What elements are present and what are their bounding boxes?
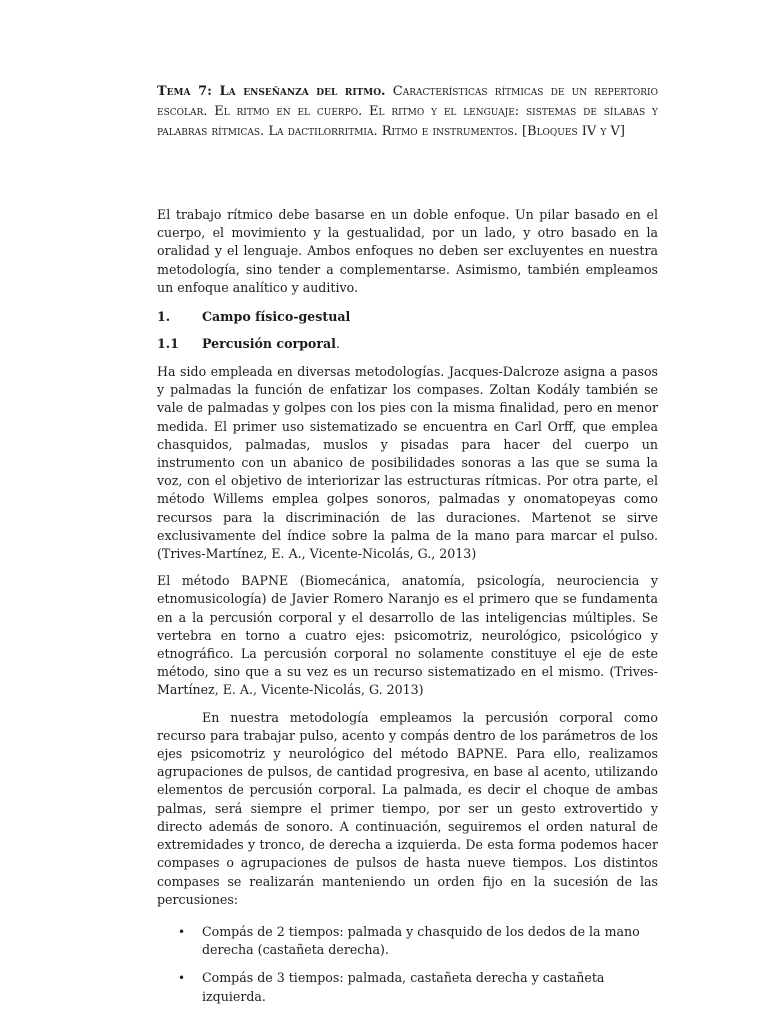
section-title: Campo físico-gestual	[202, 309, 351, 325]
subsection-heading-1-1	[157, 335, 658, 353]
subsection-number: 1.1	[157, 336, 179, 352]
bullet-icon: •	[178, 971, 186, 986]
title-head: Tema 7: La enseñanza del ritmo.	[157, 84, 386, 99]
bullet-icon: •	[178, 924, 186, 939]
bullet-list	[157, 923, 658, 1006]
body-paragraph-3: En nuestra metodología empleamos la percusión corporal como recurso para trabajar pulso, acento y compás dentro de los parámetros de los ejes psicomotriz y neurológico del método BAPNE. Para ello, realizamos agrupaciones de pulsos, de cantidad progresiva, en base al acento, utilizando elementos de percusión corporal. La palmada, es decir el choque de ambas palmas, será siempre el primer tiempo, por ser un gesto extrovertido y directo además de sonoro. A continuación, seguiremos el orden natural de extremidades y tronco, de derecha a izquierda. De esta forma podemos hacer compases o agrupaciones de pulsos de hasta nueve tiempos. Los distintos compases se realizarán manteniendo un orden fijo en la sucesión de las percusiones:	[157, 709, 658, 907]
list-item-text: Compás de 2 tiempos: palmada y chasquido de los dedos de la mano derecha (castañeta derecha).	[202, 923, 640, 958]
title-rest: Características rítmicas de un repertorio escolar. El ritmo en el cuerpo. El ritmo y el lenguaje: sistemas de sílabas y palabras rítmicas. La dactilorritmia. Ritmo e instrumentos. [Bloques IV y V]	[157, 84, 658, 139]
document-page	[157, 82, 658, 1016]
list-item-text: Compás de 3 tiempos: palmada, castañeta derecha y castañeta izquierda.	[202, 970, 605, 1004]
document-title	[157, 82, 658, 142]
section-heading-1	[157, 308, 658, 326]
body-paragraph-1: Ha sido empleada en diversas metodologías. Jacques-Dalcroze asigna a pasos y palmadas la función de enfatizar los compases. Zoltan Kodály también se vale de palmadas y golpes con los pies con la misma finalidad, pero en menor medida. El primer uso sistematizado se encuentra en Carl Orff, que emplea chasquidos, palmadas, muslos y pisadas para hacer del cuerpo un instrumento con un abanico de posibilidades sonoras a las que se suma la voz, con el objetivo de interiorizar las estructuras rítmicas. Por otra parte, el método Willems emplea golpes sonoros, palmadas y onomatopeyas como recursos para la discriminación de las duraciones. Martenot se sirve exclusivamente del índice sobre la palma de la mano para marcar el pulso. (Trives-Martínez, E. A., Vicente-Nicolás, G., 2013)	[157, 364, 658, 562]
body-paragraph-2: El método BAPNE (Biomecánica, anatomía, psicología, neurociencia y etnomusicología) de Javier Romero Naranjo es el primero que se fundamenta en a la percusión corporal y el desarrollo de las inteligencias múltiples. Se vertebra en torno a cuatro ejes: psicomotriz, neurológico, psicológico y etnográfico. La percusión corporal no solamente constituye el eje de este método, sino que a su vez es un recurso sistematizado en el mismo. (Trives-Martínez, E. A., Vicente-Nicolás, G. 2013)	[157, 573, 658, 698]
intro-paragraph: El trabajo rítmico debe basarse en un doble enfoque. Un pilar basado en el cuerpo, el movimiento y la gestualidad, por un lado, y otro basado en la oralidad y el lenguaje. Ambos enfoques no deben ser excluyentes en nuestra metodología, sino tender a complementarse. Asimismo, también empleamos un enfoque analítico y auditivo.	[157, 207, 658, 295]
list-item	[157, 923, 658, 959]
subsection-title: Percusión corporal	[202, 336, 336, 352]
section-number: 1.	[157, 309, 171, 325]
list-item	[157, 969, 658, 1005]
subsection-title-period: .	[335, 336, 340, 352]
